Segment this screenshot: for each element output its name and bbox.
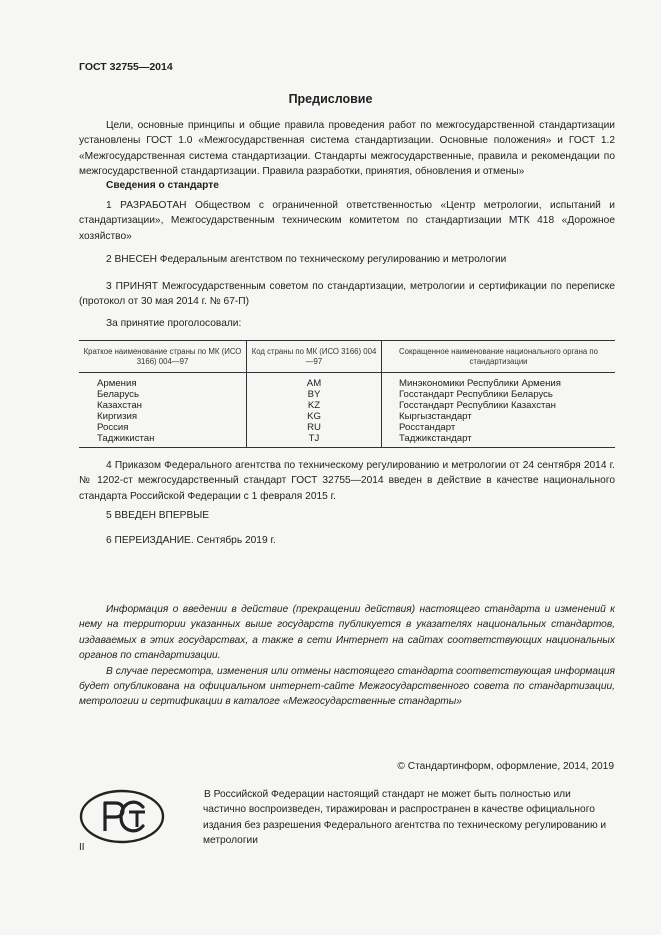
col-header-body: Сокращенное наименование национального органа по стандартизации	[382, 341, 616, 373]
item-4-text: 4 Приказом Федерального агентства по техническому регулированию и метрологии от 24 сентября 2014 г. № 1202-ст межгосударственный стандарт ГОСТ 32755—2014 введен в действие в качестве национального стандарта Российской Федерации с 1 февраля 2015 г.	[79, 460, 615, 502]
country-name: Россия	[97, 422, 129, 433]
country-code: RU	[247, 422, 382, 433]
standards-body: Росстандарт	[382, 422, 616, 433]
country-code: TJ	[247, 433, 382, 448]
country-name: Беларусь	[97, 389, 139, 400]
table-row	[79, 422, 615, 433]
rf-reproduction-notice	[203, 787, 615, 849]
country-name: Таджикистан	[79, 433, 247, 448]
table-row	[79, 433, 615, 448]
notice-block	[79, 602, 615, 710]
country-code: KZ	[247, 400, 382, 411]
intro-text: Цели, основные принципы и общие правила проведения работ по межгосударственной стандартизации установлены ГОСТ 1.0 «Межгосударственная система стандартизации. Основные положения» и ГОСТ 1.2 «Межгосударственная система стандартизации. Стандарты межгосударственные, правила и рекомендации по межгосударственной стандартизации. Правила разработки, принятия, обновления и отмены»	[79, 120, 615, 178]
col-header-country: Краткое наименование страны по МК (ИСО 3166) 004—97	[79, 341, 247, 373]
item-1-text: 1 РАЗРАБОТАН Обществом с ограниченной ответственностью «Центр метрологии, испытаний и стандартизации», Межгосударственным техническим комитетом по стандартизации МТК 418 «Дорожное хозяйство»	[79, 200, 615, 242]
notice-paragraph-1	[79, 602, 615, 664]
votes-label: За принятие проголосовали:	[106, 318, 242, 329]
notice-text-2: В случае пересмотра, изменения или отмены настоящего стандарта соответствующая информация будет опубликована на официальном интернет-сайте Межгосударственного совета по стандартизации, метрологии и сертификации в каталоге «Межгосударственные стандарты»	[79, 665, 615, 708]
votes-table-header	[79, 341, 615, 373]
item-2: 2 ВНЕСЕН Федеральным агентством по техническому регулированию и метрологии	[106, 254, 507, 265]
standards-body: Кыргызстандарт	[382, 411, 616, 422]
country-code: BY	[247, 389, 382, 400]
votes-table	[79, 340, 615, 448]
standards-body: Госстандарт Республики Беларусь	[382, 389, 616, 400]
country-code: AM	[247, 373, 382, 390]
country-name: Киргизия	[97, 411, 138, 422]
copyright-line: © Стандартинформ, оформление, 2014, 2019	[397, 761, 614, 772]
table-row	[79, 373, 615, 390]
table-row	[79, 389, 615, 400]
item-3-text: 3 ПРИНЯТ Межгосударственным советом по стандартизации, метрологии и сертификации по переписке (протокол от 30 мая 2014 г. № 67-П)	[79, 281, 615, 308]
intro-paragraph	[79, 118, 615, 180]
standards-body: Госстандарт Республики Казахстан	[382, 400, 616, 411]
country-code: KG	[247, 411, 382, 422]
table-row	[79, 400, 615, 411]
col-header-code: Код страны по МК (ИСО 3166) 004—97	[247, 341, 382, 373]
notice-text-1: Информация о введении в действие (прекращении действия) настоящего стандарта и изменений к нему на территории указанных выше государств публикуется в указателях национальных стандартов, издаваемых в этих государствах, а также в сети Интернет на сайтах соответствующих национальных органов по стандартизации.	[79, 604, 615, 662]
country-name: Армения	[97, 378, 137, 389]
item-4	[79, 458, 615, 504]
item-1	[79, 198, 615, 244]
item-5: 5 ВВЕДЕН ВПЕРВЫЕ	[106, 510, 210, 521]
info-heading: Сведения о стандарте	[106, 180, 219, 191]
item-6: 6 ПЕРЕИЗДАНИЕ. Сентябрь 2019 г.	[106, 535, 276, 546]
document-code: ГОСТ 32755—2014	[79, 61, 173, 73]
notice-paragraph-2	[79, 664, 615, 710]
table-row	[79, 411, 615, 422]
rst-certification-mark-icon	[79, 789, 165, 844]
rf-notice-text: В Российской Федерации настоящий стандарт не может быть полностью или частично воспроизведен, тиражирован и распространен в качестве официального издания без разрешения Федерального агентства по техническому регулированию и метрологии	[203, 789, 607, 847]
standards-body: Таджикстандарт	[382, 433, 616, 448]
standards-body: Минэкономики Республики Армения	[382, 373, 616, 390]
item-3	[79, 279, 615, 310]
country-name: Казахстан	[97, 400, 142, 411]
page-title: Предисловие	[288, 92, 373, 106]
page-number: II	[79, 842, 85, 853]
